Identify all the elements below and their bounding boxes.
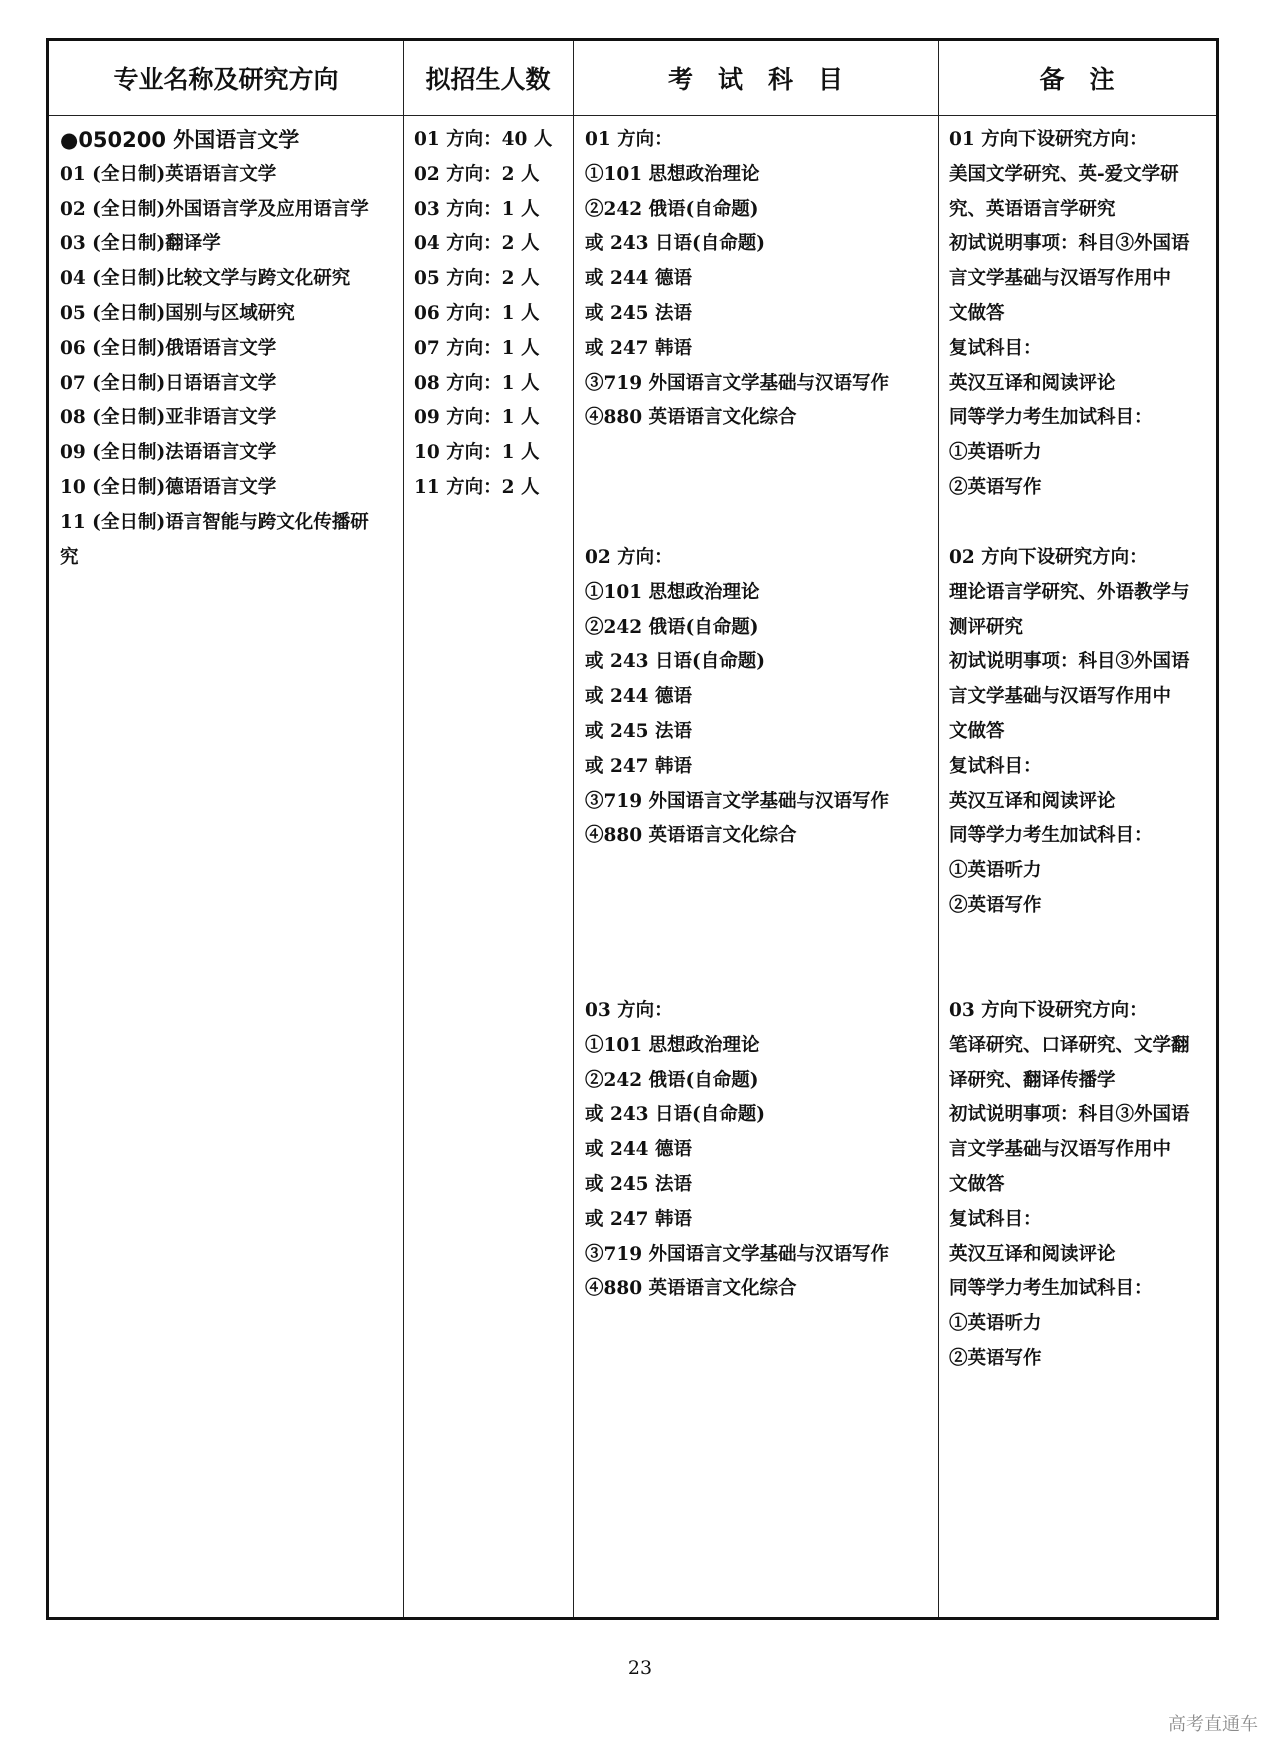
enrollment-item: 06 方向：1 人 bbox=[414, 302, 540, 324]
direction-item: 06 (全日制)俄语语言文学 bbox=[60, 337, 277, 359]
exam-subject: ③719 外国语言文学基础与汉语写作 bbox=[585, 1243, 890, 1265]
note-block bbox=[949, 541, 1214, 924]
page-number: 23 bbox=[627, 1657, 653, 1679]
direction-item: 03 (全日制)翻译学 bbox=[60, 233, 221, 255]
direction-item: 02 (全日制)外国语言学及应用语言学 bbox=[60, 198, 369, 220]
direction-item: 07 (全日制)日语语言文学 bbox=[60, 372, 277, 394]
enrollment-item: 11 方向：2 人 bbox=[414, 476, 540, 498]
note-block bbox=[949, 123, 1214, 506]
note-line: 03 方向下设研究方向： bbox=[949, 1000, 1148, 1021]
exam-subject: ②242 俄语(自命题) bbox=[585, 616, 759, 638]
direction-item: 08 (全日制)亚非语言文学 bbox=[60, 407, 277, 429]
note-line: 理论语言学研究、外语教学与 bbox=[949, 581, 1190, 603]
exam-subject: 或 245 法语 bbox=[585, 302, 692, 324]
note-line: 究、英语语言学研究 bbox=[949, 198, 1116, 220]
note-line: 初试说明事项：科目③外国语 bbox=[949, 1104, 1190, 1126]
note-line: 复试科目： bbox=[949, 1208, 1042, 1230]
enrollment-item: 01 方向：40 人 bbox=[414, 129, 553, 150]
note-block bbox=[949, 994, 1214, 1377]
note-line: 初试说明事项：科目③外国语 bbox=[949, 651, 1190, 673]
direction-item: 05 (全日制)国别与区域研究 bbox=[60, 302, 295, 324]
major-column bbox=[60, 123, 392, 575]
watermark: 高考直通车 bbox=[1168, 1714, 1258, 1735]
note-line: 言文学基础与汉语写作用中 bbox=[949, 1139, 1172, 1161]
note-line: 01 方向下设研究方向： bbox=[949, 129, 1148, 150]
note-line: 同等学力考生加试科目： bbox=[949, 825, 1153, 847]
note-line: 美国文学研究、英-爱文学研 bbox=[949, 163, 1179, 185]
exam-subject: ①101 思想政治理论 bbox=[585, 581, 760, 603]
exam-block bbox=[585, 994, 935, 1307]
exam-subject: 或 243 日语(自命题) bbox=[585, 233, 766, 255]
note-line: 同等学力考生加试科目： bbox=[949, 1278, 1153, 1300]
enrollment-item: 04 方向：2 人 bbox=[414, 233, 540, 255]
exam-subject: 或 244 德语 bbox=[585, 268, 692, 290]
exam-subject: ④880 英语语言文化综合 bbox=[585, 825, 797, 847]
exam-subject: 或 243 日语(自命题) bbox=[585, 651, 766, 673]
enrollment-item: 09 方向：1 人 bbox=[414, 407, 540, 429]
column-divider bbox=[938, 41, 939, 1617]
note-line: 言文学基础与汉语写作用中 bbox=[949, 686, 1172, 708]
exam-block bbox=[585, 541, 935, 854]
note-line: 言文学基础与汉语写作用中 bbox=[949, 268, 1172, 290]
note-line: 笔译研究、口译研究、文学翻 bbox=[949, 1034, 1190, 1056]
column-divider bbox=[573, 41, 574, 1617]
note-line: 复试科目： bbox=[949, 337, 1042, 359]
exam-block bbox=[585, 123, 935, 436]
header-divider bbox=[49, 115, 1216, 116]
direction-item: 10 (全日制)德语语言文学 bbox=[60, 476, 277, 498]
note-line: 英汉互译和阅读评论 bbox=[949, 1243, 1116, 1265]
direction-item: 01 (全日制)英语语言文学 bbox=[60, 163, 277, 185]
exam-direction-label: 03 方向： bbox=[585, 1000, 673, 1021]
note-line: 文做答 bbox=[949, 1173, 1005, 1195]
exam-subject: 或 243 日语(自命题) bbox=[585, 1104, 766, 1126]
note-line: 译研究、翻译传播学 bbox=[949, 1069, 1116, 1091]
enrollment-item: 02 方向：2 人 bbox=[414, 163, 540, 185]
exam-subject: ③719 外国语言文学基础与汉语写作 bbox=[585, 790, 890, 812]
exam-subject: ②242 俄语(自命题) bbox=[585, 198, 759, 220]
exam-subject: 或 245 法语 bbox=[585, 720, 692, 742]
note-line: ①英语听力 bbox=[949, 442, 1042, 464]
note-line: ②英语写作 bbox=[949, 894, 1042, 916]
exam-direction-label: 01 方向： bbox=[585, 129, 673, 150]
enrollment-item: 08 方向：1 人 bbox=[414, 372, 540, 394]
note-line: 文做答 bbox=[949, 720, 1005, 742]
major-title: ●050200 外国语言文学 bbox=[60, 128, 300, 152]
column-divider bbox=[403, 41, 404, 1617]
note-line: 同等学力考生加试科目： bbox=[949, 407, 1153, 429]
header-notes: 备 注 bbox=[1039, 65, 1115, 94]
direction-item: 11 (全日制)语言智能与跨文化传播研究 bbox=[60, 511, 369, 568]
exam-direction-label: 02 方向： bbox=[585, 547, 673, 568]
enrollment-item: 05 方向：2 人 bbox=[414, 268, 540, 290]
header-enrollment: 拟招生人数 bbox=[425, 65, 551, 94]
exams-column bbox=[585, 123, 935, 1617]
note-line: 复试科目： bbox=[949, 755, 1042, 777]
enrollment-item: 10 方向：1 人 bbox=[414, 442, 540, 464]
exam-subject: ④880 英语语言文化综合 bbox=[585, 407, 797, 429]
exam-subject: 或 247 韩语 bbox=[585, 1208, 692, 1230]
note-line: ②英语写作 bbox=[949, 1347, 1042, 1369]
exam-subject: ④880 英语语言文化综合 bbox=[585, 1278, 797, 1300]
note-line: 文做答 bbox=[949, 302, 1005, 324]
enrollment-item: 03 方向：1 人 bbox=[414, 198, 540, 220]
admissions-table bbox=[46, 38, 1219, 1620]
exam-subject: 或 244 德语 bbox=[585, 1139, 692, 1161]
enrollment-item: 07 方向：1 人 bbox=[414, 337, 540, 359]
exam-subject: 或 247 韩语 bbox=[585, 755, 692, 777]
direction-item: 04 (全日制)比较文学与跨文化研究 bbox=[60, 268, 351, 290]
note-line: ①英语听力 bbox=[949, 860, 1042, 882]
note-line: ①英语听力 bbox=[949, 1313, 1042, 1335]
note-line: 测评研究 bbox=[949, 616, 1024, 638]
exam-subject: 或 247 韩语 bbox=[585, 337, 692, 359]
note-line: 英汉互译和阅读评论 bbox=[949, 372, 1116, 394]
exam-subject: ①101 思想政治理论 bbox=[585, 163, 760, 185]
exam-subject: 或 245 法语 bbox=[585, 1173, 692, 1195]
note-line: ②英语写作 bbox=[949, 476, 1042, 498]
note-line: 英汉互译和阅读评论 bbox=[949, 790, 1116, 812]
exam-subject: ①101 思想政治理论 bbox=[585, 1034, 760, 1056]
exam-subject: 或 244 德语 bbox=[585, 686, 692, 708]
note-line: 02 方向下设研究方向： bbox=[949, 547, 1148, 568]
exam-subject: ②242 俄语(自命题) bbox=[585, 1069, 759, 1091]
exam-subject: ③719 外国语言文学基础与汉语写作 bbox=[585, 372, 890, 394]
notes-column bbox=[949, 123, 1214, 1617]
header-exams: 考 试 科 目 bbox=[667, 65, 843, 94]
enrollment-column bbox=[414, 123, 569, 506]
header-major: 专业名称及研究方向 bbox=[113, 65, 339, 94]
note-line: 初试说明事项：科目③外国语 bbox=[949, 233, 1190, 255]
direction-item: 09 (全日制)法语语言文学 bbox=[60, 442, 277, 464]
